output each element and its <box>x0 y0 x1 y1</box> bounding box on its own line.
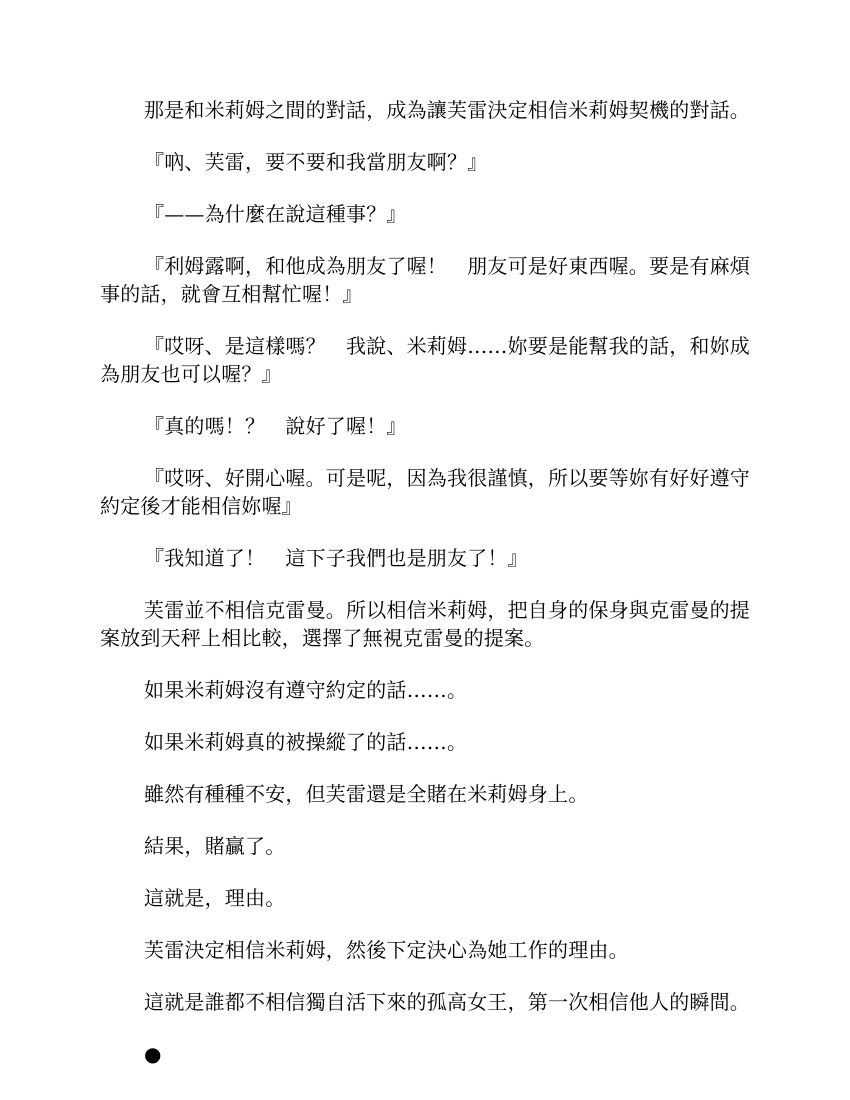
paragraph: 如果米莉姆真的被操縱了的話……。 <box>144 730 468 754</box>
paragraph: 那是和米莉姆之間的對話，成為讓芙雷決定相信米莉姆契機的對話。 <box>144 98 750 122</box>
paragraph: 芙雷決定相信米莉姆，然後下定決心為她工作的理由。 <box>144 938 629 962</box>
document-page <box>100 96 750 1068</box>
paragraph: 『哎呀、是這樣嗎？ 我說、米莉姆……妳要是能幫我的話，和妳成為朋友也可以喔？』 <box>100 334 750 386</box>
section-separator: ● <box>144 1042 162 1066</box>
paragraph: 結果，賭贏了。 <box>144 834 286 858</box>
paragraph: 芙雷並不相信克雷曼。所以相信米莉姆，把自身的保身與克雷曼的提案放到天秤上相比較，選擇了無視克雷曼的提案。 <box>100 598 750 650</box>
paragraph: 『利姆露啊，和他成為朋友了喔！ 朋友可是好東西喔。要是有麻煩事的話，就會互相幫忙喔！』 <box>100 254 750 306</box>
paragraph: 『哎呀、好開心喔。可是呢，因為我很謹慎，所以要等妳有好好遵守約定後才能相信妳喔』 <box>100 466 750 518</box>
paragraph: 這就是，理由。 <box>144 886 286 910</box>
paragraph: 這就是誰都不相信獨自活下來的孤高女王，第一次相信他人的瞬間。 <box>144 990 750 1014</box>
paragraph: 雖然有種種不安，但芙雷還是全賭在米莉姆身上。 <box>144 782 589 806</box>
paragraph: 如果米莉姆沒有遵守約定的話……。 <box>144 678 468 702</box>
paragraph: 『我知道了！ 這下子我們也是朋友了！』 <box>144 546 528 570</box>
paragraph: 『——為什麼在說這種事？』 <box>144 202 407 226</box>
paragraph: 『吶、芙雷，要不要和我當朋友啊？』 <box>144 150 488 174</box>
paragraph: 『真的嗎！？ 說好了喔！』 <box>144 414 407 438</box>
